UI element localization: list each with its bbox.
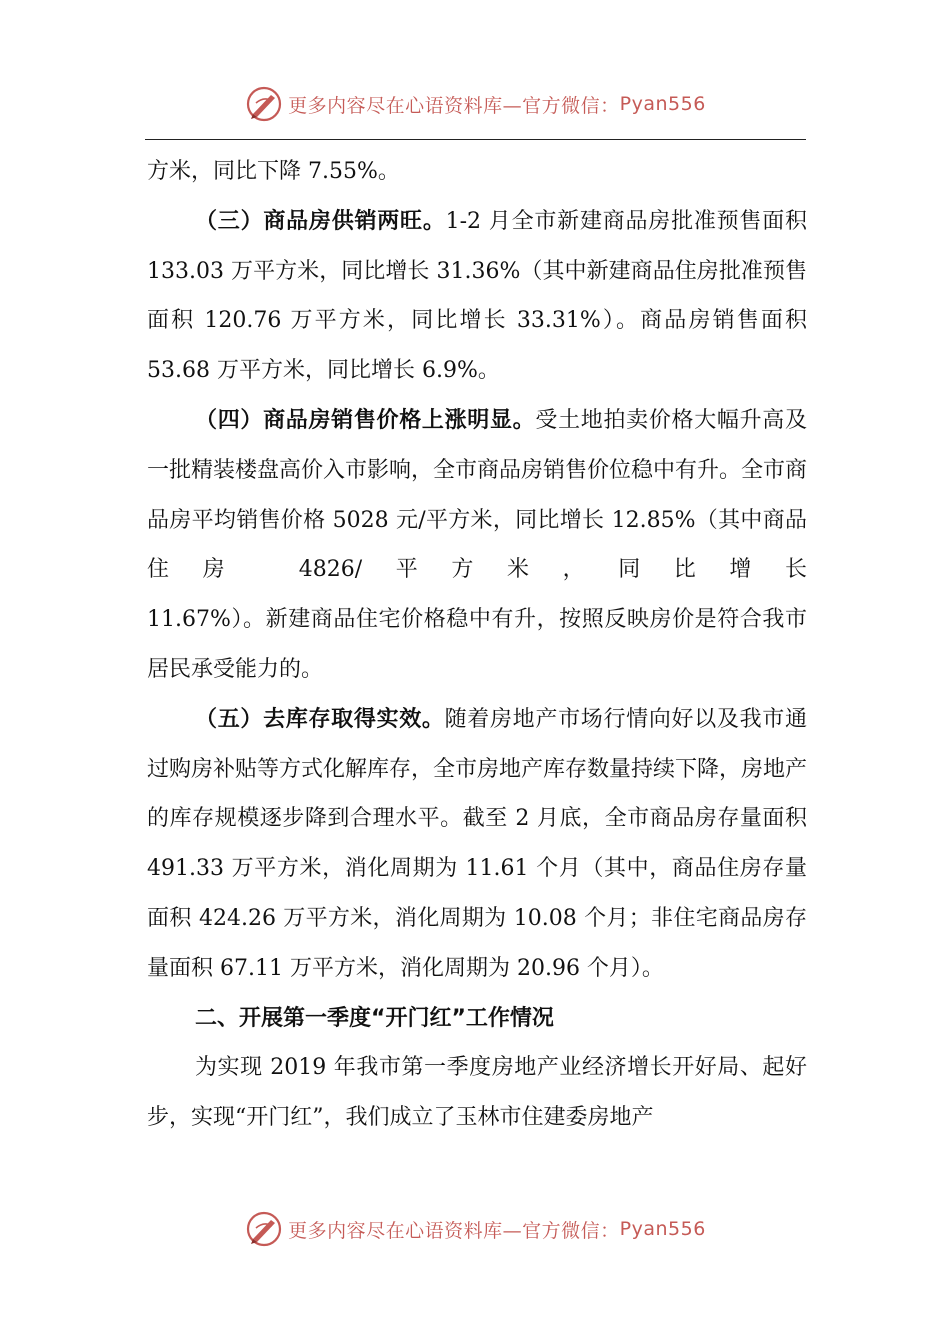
header-divider xyxy=(145,139,806,140)
paragraph-text: 受土地拍卖价格大幅升高及一批精装楼盘高价入市影响，全市商品房销售价位稳中有升。全市商品房平均销售价格 5028 元/平方米，同比增长 12.85%（其中商品住房 4826/平方米，同比增长 xyxy=(147,407,808,583)
header-watermark xyxy=(0,82,950,126)
paragraph-destocking xyxy=(147,695,807,994)
section-heading: 二、开展第一季度“开门红”工作情况 xyxy=(195,1005,554,1031)
paragraph-continuation: 方米，同比下降 7.55%。 xyxy=(147,159,400,184)
paragraph-q1-work: 为实现 2019 年我市第一季度房地产业经济增长开好局、起好步，实现“开门红”，我们成立了玉林市住建委房地产 xyxy=(147,1055,807,1131)
footer-watermark xyxy=(0,1207,950,1251)
document-body xyxy=(147,147,807,1143)
section-title-price-rise: （四）商品房销售价格上涨明显。 xyxy=(195,406,536,433)
pen-logo-icon xyxy=(244,84,284,124)
paragraph-text: 1-2 月全市新建商品房批准预售面积 133.03 万平方米，同比增长 31.36%（其中新建商品住房批准预售面积 120.76 万平方米，同比增长 33.31%）。商品房销售面积 53.68 万平方米，同比增长 6.9%。 xyxy=(147,208,807,384)
paragraph-text: 随着房地产市场行情向好以及我市通过购房补贴等方式化解库存，全市房地产库存数量持续下降，房地产的库存规模逐步降到合理水平。截至 2 月底，全市商品房存量面积 491.33 万平方米，消化周期为 11.61 个月（其中，商品住房存量面积 424.26 万平方米，消化周期为 10.08 个月；非住宅商品房存量面积 67.11 万平方米，消化周期为 20.96 个月）。 xyxy=(147,706,808,981)
section-title-supply-sales: （三）商品房供销两旺。 xyxy=(195,207,446,234)
watermark-text: 更多内容尽在心语资料库—官方微信： xyxy=(288,94,620,117)
paragraph-supply-sales xyxy=(147,197,807,396)
watermark-wechat-id: Pyan556 xyxy=(619,93,706,115)
paragraph-price-rise xyxy=(147,396,807,595)
paragraph-price-rise-end: 11.67%）。新建商品住宅价格稳中有升，按照反映房价是符合我市居民承受能力的。 xyxy=(147,607,807,682)
section-title-destocking: （五）去库存取得实效。 xyxy=(195,705,445,732)
watermark-text: 更多内容尽在心语资料库—官方微信： xyxy=(288,1219,620,1242)
pen-logo-icon xyxy=(244,1209,284,1249)
watermark-wechat-id: Pyan556 xyxy=(619,1218,706,1240)
